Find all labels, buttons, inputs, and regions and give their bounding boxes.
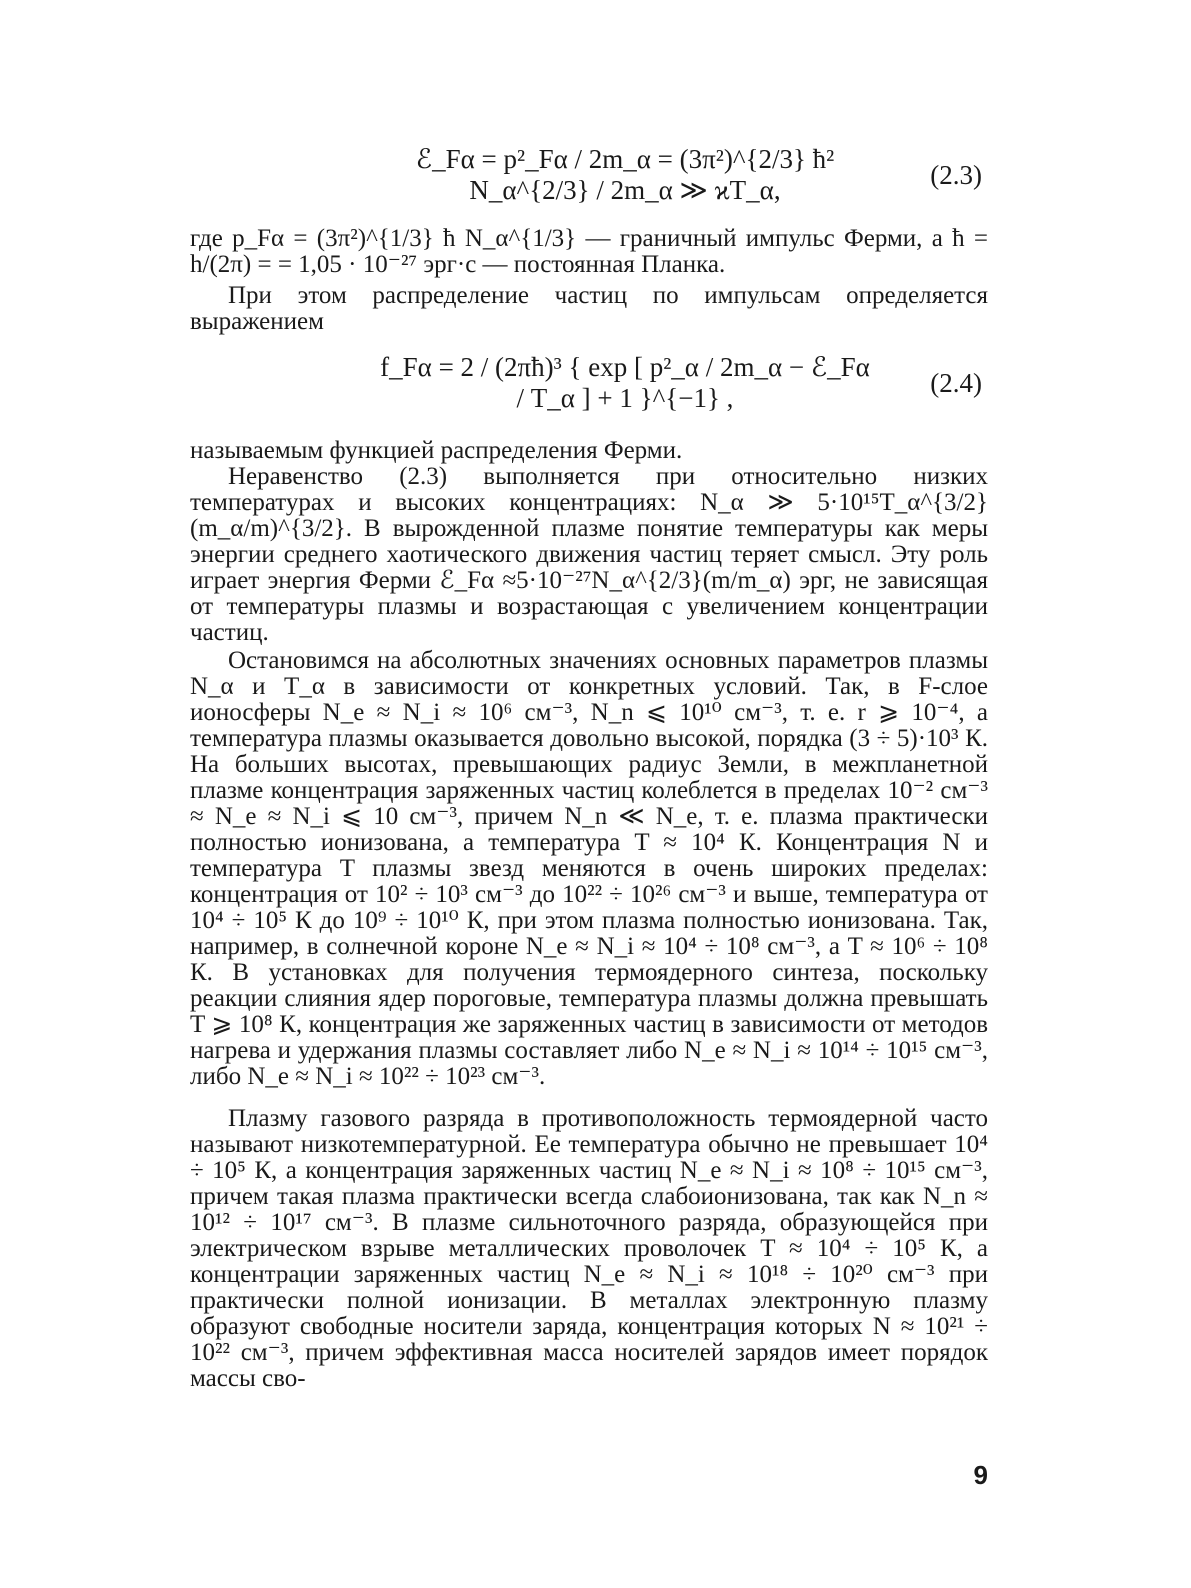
- page-number: 9: [973, 1460, 988, 1490]
- paragraph-text: Плазму газового разряда в противоположность термоядерной часто называют низкотемпературной. Ее температура обычно не превышает 10⁴ ÷ 10⁵ К, а концентрация заряженных частиц N_e ≈ N_i ≈ 10⁸ ÷ 10¹⁵ см⁻³, причем такая плазма практически всегда слабоионизована, так как N_n ≈ 10¹² ÷ 10¹⁷ см⁻³. В плазме сильноточного разряда, образующейся при электрическом взрыве металлических проволочек T ≈ 10⁴ ÷ 10⁵ К, а концентрации заряженных частиц N_e ≈ N_i ≈ 10¹⁸ ÷ 10²⁰ см⁻³ при практически полной ионизации. В металлах электронную плазму образуют свободные носители заряда, концентрация которых N ≈ 10²¹ ÷ 10²² см⁻³, причем эффективная масса носителей зарядов имеет порядок массы сво-: [190, 1105, 988, 1392]
- equation-2-3-formula: ℰ_Fα = p²_Fα / 2m_α = (3π²)^{2/3} ħ² N_α^{2/3} / 2m_α ≫ ϰT_α,: [415, 144, 835, 205]
- equation-2-4: [190, 338, 990, 428]
- equation-2-3-number: (2.3): [930, 159, 982, 190]
- paragraph-gas-discharge: [190, 1106, 988, 1392]
- paragraph-degenerate-plasma: [190, 464, 988, 646]
- paragraph-text: При этом распределение частиц по импульсам определяется выражением: [190, 282, 988, 335]
- paragraph-fermi-function: [190, 438, 988, 464]
- paragraph-plasma-parameters: [190, 648, 988, 1090]
- paragraph-text: Неравенство (2.3) выполняется при относительно низких температурах и высоких концентрациях: N_α ≫ 5·10¹⁵T_α^{3/2}(m_α/m)^{3/2}. В вырожденной плазме понятие температуры как меры энергии среднего хаотического движения частиц теряет смысл. Эту роль играет энергия Ферми ℰ_Fα ≈5·10⁻²⁷N_α^{2/3}(m/m_α) эрг, не зависящая от температуры плазмы и возрастающая с увеличением концентрации частиц.: [190, 463, 988, 646]
- paragraph-momentum-distribution: [190, 283, 988, 335]
- paragraph-text: где p_Fα = (3π²)^{1/3} ħ N_α^{1/3} — граничный импульс Ферми, а ħ = h/(2π) = = 1,05 · 10⁻²⁷ эрг·с — постоянная Планка.: [190, 225, 988, 278]
- equation-2-4-formula: f_Fα = 2 / (2πħ)³ { exp [ p²_α / 2m_α − ℰ_Fα / T_α ] + 1 }^{−1} ,: [380, 352, 870, 413]
- paragraph-text: называемым функцией распределения Ферми.: [190, 437, 683, 464]
- paragraph-text: Остановимся на абсолютных значениях основных параметров плазмы N_α и T_α в зависимости от конкретных условий. Так, в F-слое ионосферы N_e ≈ N_i ≈ 10⁶ см⁻³, N_n ⩽ 10¹⁰ см⁻³, т. е. r ⩾ 10⁻⁴, а температура плазмы оказывается довольно высокой, порядка (3 ÷ 5)·10³ К. На больших высотах, превышающих радиус Земли, в межпланетной плазме концентрация заряженных частиц колеблется в пределах 10⁻² см⁻³ ≈ N_e ≈ N_i ⩽ 10 см⁻³, причем N_n ≪ N_e, т. е. плазма практически полностью ионизована, а температура T ≈ 10⁴ К. Концентрация N и температура T плазмы звезд меняются в очень широких пределах: концентрация от 10² ÷ 10³ см⁻³ до 10²² ÷ 10²⁶ см⁻³ и выше, температура от 10⁴ ÷ 10⁵ К до 10⁹ ÷ 10¹⁰ К, при этом плазма полностью ионизована. Так, например, в солнечной короне N_e ≈ N_i ≈ 10⁴ ÷ 10⁸ см⁻³, а T ≈ 10⁶ ÷ 10⁸ К. В установках для получения термоядерного синтеза, поскольку реакции слияния ядер пороговые, температура плазмы должна превышать T ⩾ 10⁸ К, концентрация же заряженных частиц в зависимости от методов нагрева и удержания плазмы составляет либо N_e ≈ N_i ≈ 10¹⁴ ÷ 10¹⁵ см⁻³, либо N_e ≈ N_i ≈ 10²² ÷ 10²³ см⁻³.: [190, 647, 988, 1090]
- equation-2-3: [190, 130, 990, 220]
- equation-2-4-number: (2.4): [930, 367, 982, 398]
- paragraph-fermi-momentum: [190, 226, 988, 278]
